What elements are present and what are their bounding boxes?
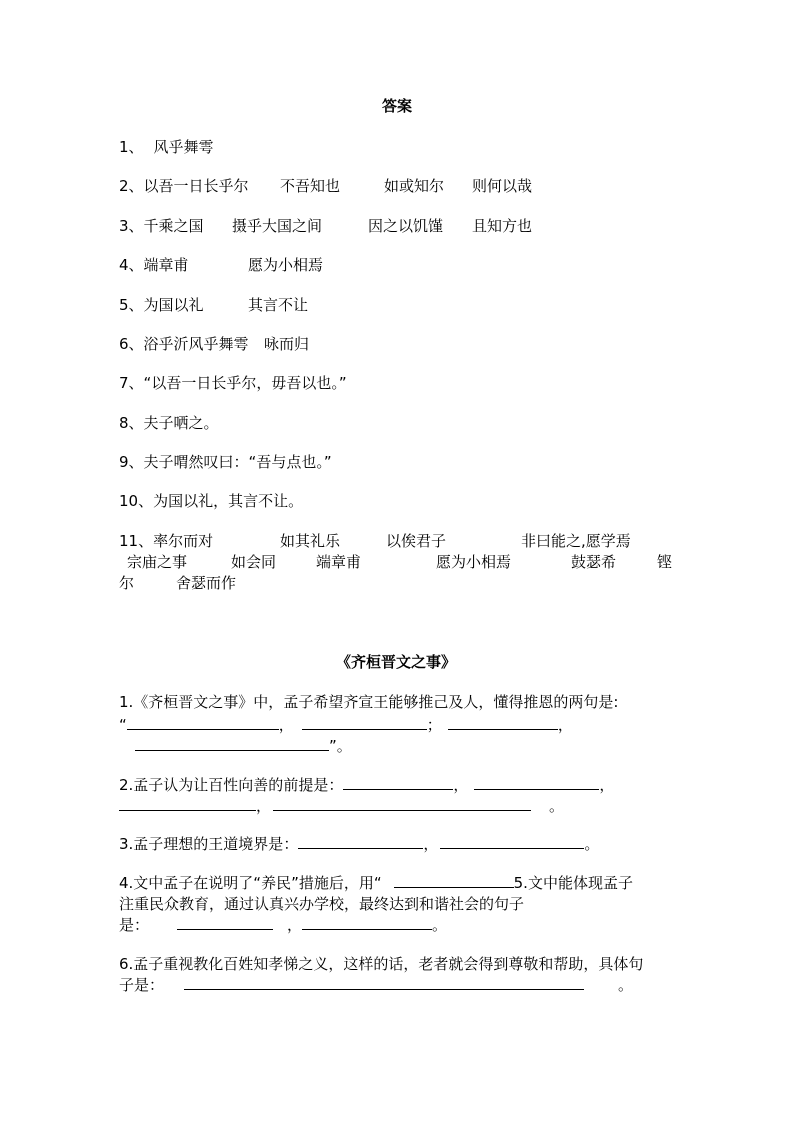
blank-line[interactable] bbox=[298, 834, 423, 849]
question-1-blanks-row2 bbox=[135, 736, 352, 756]
question-2-row1 bbox=[119, 775, 614, 795]
blank-line[interactable] bbox=[474, 775, 599, 790]
question-4-row1 bbox=[119, 873, 633, 893]
answers-title: 答案 bbox=[382, 97, 413, 115]
answer-6-part2: 咏而归 bbox=[264, 335, 310, 353]
answer-11-part11: 尔 bbox=[119, 574, 135, 592]
question-5-label: 是： bbox=[119, 916, 150, 934]
answer-3-part4: 且知方也 bbox=[472, 217, 533, 235]
answer-11-part9: 鼓瑟希 bbox=[571, 553, 617, 571]
blank-line[interactable] bbox=[302, 915, 432, 930]
punct: 。 bbox=[584, 835, 600, 853]
punct: ， bbox=[256, 797, 272, 815]
question-1-blanks-row1 bbox=[119, 715, 573, 735]
close-quote: ”。 bbox=[329, 737, 352, 755]
question-3-text: 3.孟子理想的王道境界是： bbox=[119, 835, 299, 853]
question-3-row bbox=[119, 834, 599, 854]
answer-2 bbox=[119, 176, 249, 196]
blank-line[interactable] bbox=[448, 715, 558, 730]
blank-line[interactable] bbox=[394, 873, 514, 888]
question-6-row2 bbox=[119, 975, 633, 995]
answer-11-part7: 端章甫 bbox=[316, 553, 362, 571]
open-quote: “ bbox=[119, 716, 127, 734]
answer-5-part1: 5、为国以礼 bbox=[119, 296, 204, 314]
answer-11-part12: 舍瑟而作 bbox=[176, 574, 237, 592]
answer-11-part1: 11、率尔而对 bbox=[119, 532, 214, 550]
blank-line[interactable] bbox=[127, 715, 279, 730]
answer-9: 9、夫子喟然叹曰：“吾与点也。” bbox=[119, 453, 332, 471]
punct: ， bbox=[453, 776, 469, 794]
section-title: 《齐桓晋文之事》 bbox=[336, 653, 457, 671]
punct: 。 bbox=[618, 976, 634, 994]
punct: 。 bbox=[432, 916, 448, 934]
punct: ， bbox=[278, 716, 294, 734]
answer-11-part2: 如其礼乐 bbox=[280, 532, 341, 550]
answer-2-part3: 如或知尔 bbox=[384, 177, 445, 195]
blank-line[interactable] bbox=[184, 975, 584, 990]
answer-4-part1: 4、端章甫 bbox=[119, 256, 189, 274]
question-5-row3 bbox=[119, 915, 447, 935]
answer-11-part10: 铿 bbox=[657, 553, 673, 571]
question-2-text: 2.孟子认为让百性向善的前提是： bbox=[119, 776, 344, 794]
question-5-text-line2: 注重民众教育，通过认真兴办学校，最终达到和谐社会的句子 bbox=[119, 895, 525, 913]
answer-10: 10、为国以礼，其言不让。 bbox=[119, 492, 304, 510]
answer-2-part4: 则何以哉 bbox=[472, 177, 533, 195]
punct: 。 bbox=[549, 797, 565, 815]
answer-3-part2: 摄乎大国之间 bbox=[232, 217, 323, 235]
blank-line[interactable] bbox=[302, 715, 427, 730]
answer-1-text: 风乎舞雩 bbox=[153, 138, 214, 156]
punct: ； bbox=[426, 716, 442, 734]
question-6-text: 6.孟子重视教化百姓知孝悌之义，这样的话，老者就会得到尊敬和帮助，具体句 bbox=[119, 955, 644, 973]
punct: ， bbox=[423, 835, 439, 853]
punct: ， bbox=[287, 916, 303, 934]
answer-1 bbox=[119, 137, 214, 157]
answer-5-part2: 其言不让 bbox=[248, 296, 309, 314]
answer-6-part1: 6、浴乎沂风乎舞雩 bbox=[119, 335, 249, 353]
question-5-text: 5.文中能体现孟子 bbox=[513, 874, 633, 892]
question-4-text: 4.文中孟子在说明了“养民”措施后，用“ bbox=[119, 874, 382, 892]
punct: ， bbox=[599, 776, 615, 794]
blank-line[interactable] bbox=[177, 915, 273, 930]
answer-4-part2: 愿为小相焉 bbox=[248, 256, 324, 274]
question-2-row2 bbox=[119, 796, 564, 816]
punct: ， bbox=[557, 716, 573, 734]
answer-8: 8、夫子哂之。 bbox=[119, 414, 219, 432]
answer-11-part8: 愿为小相焉 bbox=[436, 553, 512, 571]
answer-2-part1: 2、以吾一日长乎尔 bbox=[119, 177, 249, 195]
answer-11-part6: 如会同 bbox=[231, 553, 277, 571]
blank-line[interactable] bbox=[343, 775, 453, 790]
blank-line[interactable] bbox=[119, 796, 256, 811]
answer-7: 7、“以吾一日长乎尔，毋吾以也。” bbox=[119, 374, 347, 392]
answer-11-part5: 宗庙之事 bbox=[127, 553, 188, 571]
answer-11-part4: 非曰能之,愿学焉 bbox=[521, 532, 631, 550]
answer-11-part3: 以俟君子 bbox=[386, 532, 447, 550]
answer-3-part1: 3、千乘之国 bbox=[119, 217, 204, 235]
answer-3-part3: 因之以饥馑 bbox=[368, 217, 444, 235]
blank-line[interactable] bbox=[135, 736, 329, 751]
blank-line[interactable] bbox=[440, 834, 584, 849]
answer-1-num: 1、 bbox=[119, 138, 144, 156]
question-1-text: 1.《齐桓晋文之事》中，孟子希望齐宣王能够推己及人，懂得推恩的两句是: bbox=[119, 693, 619, 711]
blank-line[interactable] bbox=[273, 796, 531, 811]
answer-2-part2: 不吾知也 bbox=[280, 177, 341, 195]
question-6-label: 子是： bbox=[119, 976, 165, 994]
